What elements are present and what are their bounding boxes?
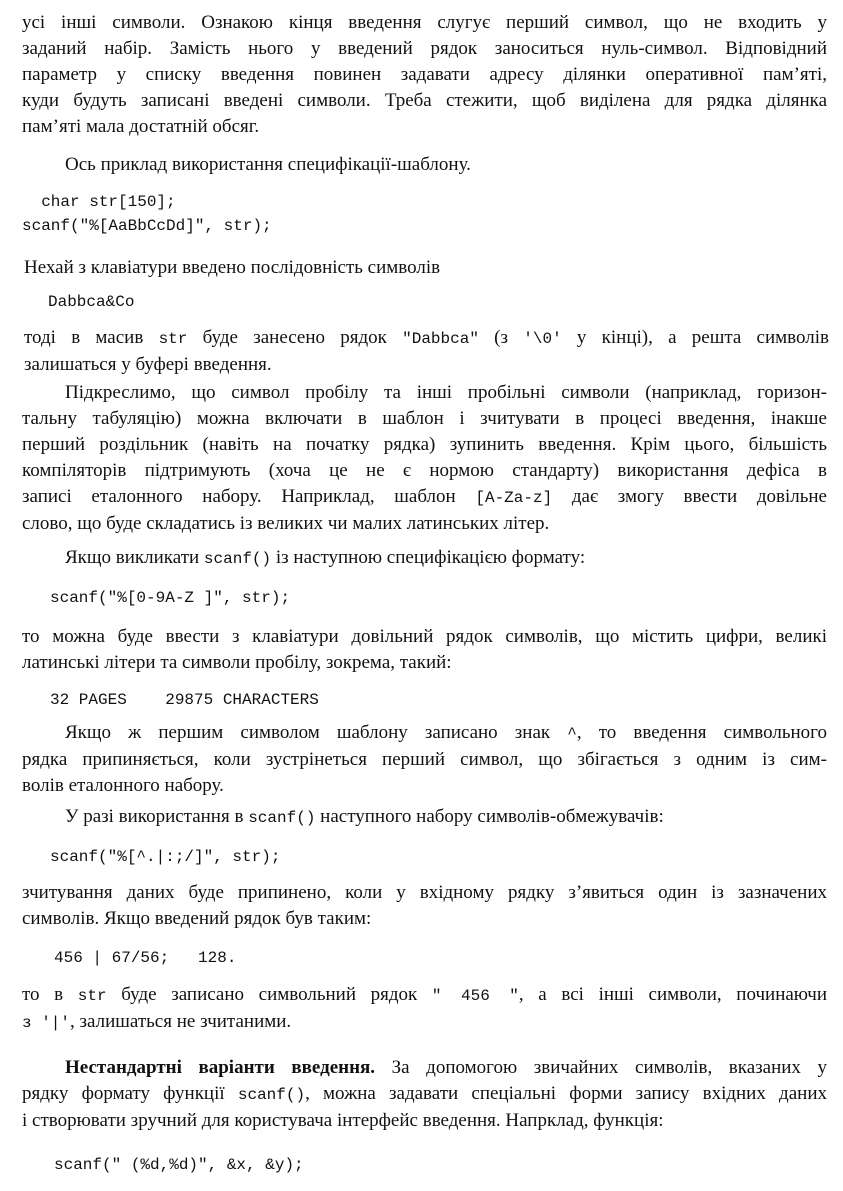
code-scanf-pair: scanf(" (%d,%d)", &x, &y); (54, 1156, 304, 1174)
text-line: то в str буде записано символьний рядок " 456 ", а всі інші символи, починаючи (22, 984, 827, 1005)
text-line: залишаться у буфері введення. (24, 354, 272, 375)
text-line: рядку формату функції scanf(), можна задавати спеціальні форми запису вхідних даних (22, 1083, 827, 1104)
text-line: слово, що буде складатись із великих чи малих латинських літер. (22, 513, 550, 534)
paragraph-nonstandard-input (22, 1055, 827, 1134)
text-line: з '|', залишаться не зчитаними. (22, 1011, 292, 1032)
code-block-char-decl (22, 190, 827, 238)
code-line: char str[150]; (22, 193, 176, 211)
text-line: Якщо ж першим символом шаблону записано знак ^, то введення символьного (65, 722, 828, 743)
paragraph-example-intro (22, 152, 827, 178)
text-line: Нехай з клавіатури введено послідовність символів (24, 257, 441, 278)
code-scanf-delimiters: scanf("%[^.|:;/]", str); (50, 848, 281, 866)
code-delimited-input: 456 | 67/56; 128. (54, 949, 237, 967)
text-line: латинські літери та символи пробілу, зокрема, такий: (22, 652, 452, 673)
text-line: волів еталонного набору. (22, 775, 224, 796)
text-line: Підкреслимо, що символ пробілу та інші пробільні символи (наприклад, горизон- (65, 382, 827, 403)
text-line: У разі використання в scanf() наступного набору символів-обмежувачів: (65, 806, 664, 827)
text-line: Якщо викликати scanf() із наступною специфікацією формату: (65, 547, 586, 568)
code-line: scanf("%[AaBbCcDd]", str); (22, 217, 272, 235)
paragraph-result-str (24, 325, 829, 378)
text-line: тальну табуляцію) можна включати в шаблон і зчитувати в процесі введення, інакше (22, 408, 827, 429)
paragraph-scanf-call-intro (22, 545, 827, 572)
text-line: символів. Якщо введений рядок був таким: (22, 908, 372, 929)
paragraph-delimiter-set-intro (22, 804, 827, 831)
paragraph-caret-negation (22, 720, 827, 799)
text-line: то можна буде ввести з клавіатури довільний рядок символів, що містить цифри, великі (22, 626, 827, 647)
text-line: перший роздільник (навіть на початку рядка) зупинить введення. Крім цього, більшість (22, 434, 827, 455)
text-line: і створювати зручний для користувача інтерфейс введення. Напрклад, функція: (22, 1110, 664, 1131)
text-line: Нестандартні варіанти введення. За допомогою звичайних символів, вказаних у (65, 1057, 827, 1078)
text-line: заданий набір. Замість нього у введений рядок заноситься нуль-символ. Відповідний (22, 38, 827, 59)
text-line: зчитування даних буде припинено, коли у вхідному рядку з’явиться один із зазначених (22, 882, 827, 903)
paragraph-allowed-input (22, 624, 827, 676)
text-line: куди будуть записані введені символи. Треба стежити, щоб виділена для рядка ділянка (22, 90, 827, 111)
paragraph-whitespace-note (22, 380, 827, 537)
code-pages-example: 32 PAGES 29875 CHARACTERS (50, 691, 319, 709)
text-line: компіляторів підтримують (хоча це не є нормою стандарту) використання дефіса в (22, 460, 827, 481)
text-line: записі еталонного набору. Наприклад, шаблон [A-Za-z] дає змогу ввести довільне (22, 486, 827, 507)
code-scanf-digits-upper: scanf("%[0-9A-Z ]", str); (50, 589, 291, 607)
text-line: параметр у списку введення повинен задавати адресу ділянки оперативної пам’яті, (22, 64, 827, 85)
paragraph-input-sequence (24, 255, 829, 281)
text-line: Ось приклад використання специфікації-шаблону. (65, 154, 471, 175)
text-line: усі інші символи. Ознакою кінця введення слугує перший символ, що не входить у (22, 12, 827, 33)
paragraph-delimited-result (22, 982, 827, 1036)
paragraph-scanset-description (22, 10, 827, 140)
paragraph-reading-stops (22, 880, 827, 932)
section-heading: Нестандартні варіанти введення. (65, 1057, 376, 1078)
text-line: тоді в масив str буде занесено рядок "Dabbca" (з '\0' у кінці), а решта символів (24, 327, 830, 348)
text-line: рядка припиняється, коли зустрінеться перший символ, що збігається з одним із сим- (22, 749, 827, 770)
code-input-example: Dabbca&Co (48, 293, 135, 311)
text-line: пам’яті мала достатній обсяг. (22, 116, 260, 137)
